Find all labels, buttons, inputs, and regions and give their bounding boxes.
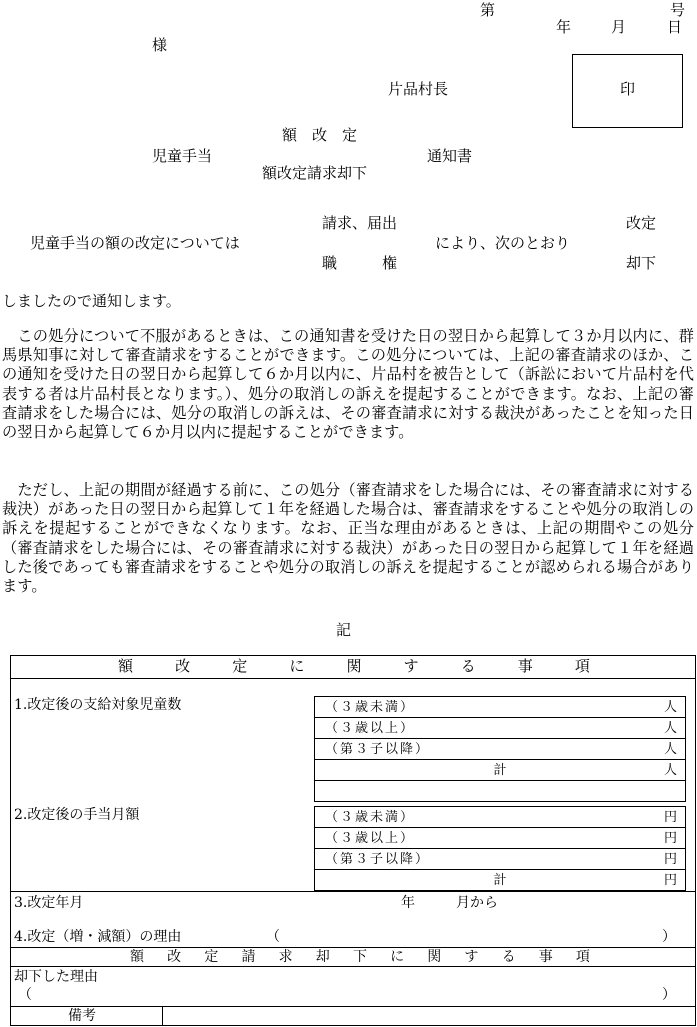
result-top: 改定 <box>626 214 657 232</box>
recipient-suffix: 様 <box>152 36 168 54</box>
seal-label: 印 <box>619 80 635 98</box>
row-label: （３歳未満） <box>325 700 416 715</box>
title-suffix: 通知書 <box>427 147 473 165</box>
remarks-label: 備考 <box>68 1008 96 1024</box>
row-label: （３歳未満） <box>325 810 416 825</box>
statement-middle: により、次のとおり <box>435 234 571 252</box>
section2-title <box>130 950 590 964</box>
item4-paren-close: ） <box>662 929 676 945</box>
title-option-bottom: 額改定請求却下 <box>262 164 368 182</box>
item3-year: 年 <box>401 895 415 911</box>
number-suffix: 号 <box>670 1 686 19</box>
divider <box>10 678 696 679</box>
item3-month-from: 月から <box>456 895 498 911</box>
item3-label: 3.改定年月 <box>14 895 84 911</box>
row-label: （第３子以降） <box>325 852 431 867</box>
appeal-paragraph-2: ただし、上記の期間が経過する前に、この処分（審査請求をした場合には、その審査請求に対する裁決）があった日の翌日から起算して１年を経過した場合は、審査請求をすることや処分の取消しの訴えを提起することができなくなります。なお、正当な理由があるときは、上記の期間やこの処分（審査請求をした場合には、その審査請求に対する裁決）があった日の翌日から起算して１年を経過した後であっても審査請求をすることや処分の取消しの訴えを提起することが認められる場合があります。 <box>2 481 694 596</box>
title-char: 却 <box>315 949 330 965</box>
title-char: 額 <box>130 949 144 965</box>
item2-row-under3 <box>314 806 686 828</box>
item2-label: 2.改定後の手当月額 <box>14 807 140 823</box>
section1-title <box>118 659 590 674</box>
number-prefix: 第 <box>480 1 496 19</box>
item4-label: 4.改定（増・減額）の理由 <box>14 929 182 945</box>
rejection-paren-close: ） <box>662 987 676 1003</box>
title-char: る <box>501 949 516 965</box>
row-label: （３歳以上） <box>325 721 416 736</box>
item1-label: 1.改定後の支給対象児童数 <box>14 697 182 713</box>
title-char: 額 <box>118 657 134 675</box>
title-char: 求 <box>278 949 293 965</box>
item4-paren-open: （ <box>266 929 280 945</box>
rejection-paren-open: （ <box>18 987 32 1003</box>
ki-label: 記 <box>336 621 352 639</box>
basis-top: 請求、届出 <box>322 214 398 232</box>
row-unit: 円 <box>663 831 677 846</box>
row-unit: 人 <box>663 763 677 778</box>
item1-row-blank <box>314 780 686 802</box>
statement-lead: 児童手当の額の改定については <box>30 234 240 252</box>
divider <box>10 891 696 892</box>
divider <box>10 1006 696 1007</box>
title-char: 改 <box>167 949 182 965</box>
item2-row-over3 <box>314 827 686 849</box>
item1-row-third-child <box>314 738 686 760</box>
row-unit: 円 <box>663 852 677 867</box>
title-option-top: 額 改 定 <box>282 126 358 144</box>
title-char: る <box>460 657 476 675</box>
title-char: 改 <box>175 657 191 675</box>
basis-bottom: 職 権 <box>322 254 398 272</box>
statement-closing: しましたので通知します。 <box>2 292 181 310</box>
row-unit: 人 <box>663 721 677 736</box>
appeal-paragraph-1: この処分について不服があるときは、この通知書を受けた日の翌日から起算して３か月以内に、群馬県知事に対して審査請求をすることができます。この処分については、上記の審査請求のほか、この通知を受けた日の翌日から起算して６か月以内に、片品村を被告として（訴訟において片品村を代表する者は片品村長となります。）、処分の取消しの訴えを提起することができます。なお、上記の審査請求をした場合には、処分の取消しの訴えは、その審査請求に対する裁決があったことを知った日の翌日から起算して６か月以内に提起することができます。 <box>2 327 694 442</box>
title-char: 項 <box>575 949 590 965</box>
divider <box>162 1006 163 1026</box>
item2-row-total <box>314 869 686 891</box>
title-char: 定 <box>204 949 219 965</box>
title-char: 定 <box>232 657 248 675</box>
item1-row-over3 <box>314 717 686 739</box>
date-year: 年 <box>556 18 572 36</box>
title-prefix: 児童手当 <box>152 147 213 165</box>
title-char: に <box>390 949 405 965</box>
row-label: （３歳以上） <box>325 831 416 846</box>
item1-row-total <box>314 759 686 781</box>
date-month: 月 <box>611 18 627 36</box>
title-char: 下 <box>352 949 367 965</box>
result-bottom: 却下 <box>626 254 657 272</box>
divider <box>10 947 696 948</box>
item2-row-third-child <box>314 848 686 870</box>
row-label: （第３子以降） <box>325 742 431 757</box>
title-char: 関 <box>346 657 362 675</box>
issuer-name: 片品村長 <box>388 80 449 98</box>
row-unit: 円 <box>663 873 677 888</box>
title-char: 項 <box>574 657 590 675</box>
total-label: 計 <box>493 873 507 888</box>
title-char: 請 <box>241 949 256 965</box>
title-char: す <box>403 657 419 675</box>
row-unit: 人 <box>663 742 677 757</box>
seal-box <box>572 54 683 128</box>
date-day: 日 <box>667 18 683 36</box>
divider <box>10 966 696 967</box>
title-char: に <box>289 657 305 675</box>
total-label: 計 <box>493 763 507 778</box>
rejection-label: 却下した理由 <box>14 969 98 985</box>
row-unit: 人 <box>663 700 677 715</box>
item1-row-under3 <box>314 696 686 718</box>
title-char: す <box>464 949 479 965</box>
title-char: 事 <box>538 949 553 965</box>
title-char: 関 <box>427 949 442 965</box>
row-unit: 円 <box>663 810 677 825</box>
title-char: 事 <box>517 657 533 675</box>
